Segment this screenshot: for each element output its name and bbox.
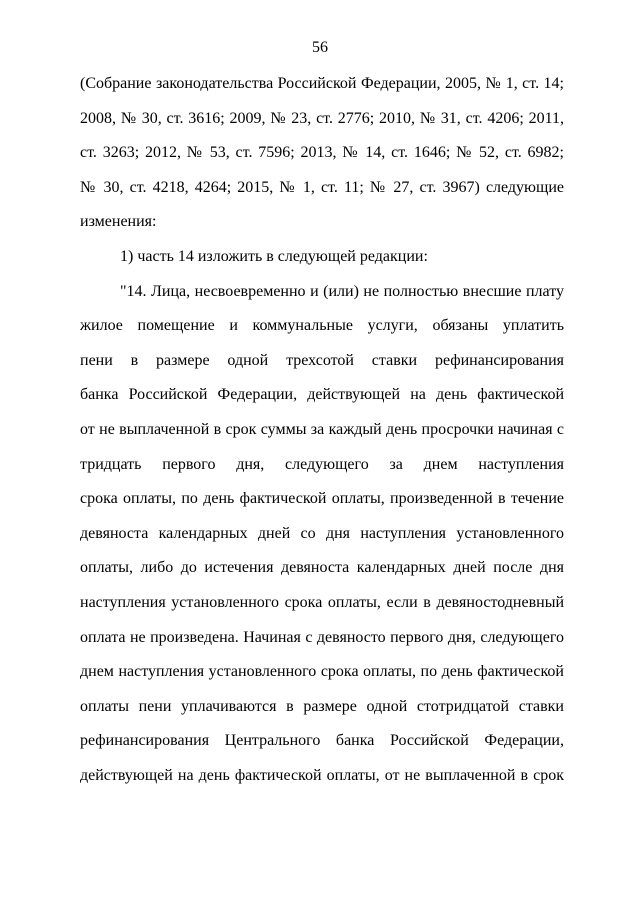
text-line: днем наступления установленного срока оплаты, по день фактической bbox=[80, 663, 564, 681]
text-line: девяноста календарных дней со дня наступления установленного bbox=[80, 524, 564, 542]
text-line: банка Российской Федерации, действующей на день фактической bbox=[80, 386, 564, 404]
text-line: изменения: bbox=[80, 213, 157, 231]
text-line: от не выплаченной в срок суммы за каждый день просрочки начиная с bbox=[80, 420, 564, 438]
text-line: № 30, ст. 4218, 4264; 2015, № 1, ст. 11; № 27, ст. 3967) следующие bbox=[80, 178, 564, 196]
document-body bbox=[80, 67, 564, 793]
text-line: срока оплаты, по день фактической оплаты, произведенной в течение bbox=[80, 490, 564, 508]
text-line: 2008, № 30, ст. 3616; 2009, № 23, ст. 2776; 2010, № 31, ст. 4206; 2011, bbox=[80, 109, 564, 127]
text-line: оплата не произведена. Начиная с девяносто первого дня, следующего bbox=[80, 628, 564, 646]
text-line: "14. Лица, несвоевременно и (или) не полностью внесшие плату bbox=[120, 282, 564, 300]
text-line: 1) часть 14 изложить в следующей редакции: bbox=[120, 247, 428, 265]
text-line: пени в размере одной трехсотой ставки рефинансирования bbox=[80, 351, 564, 369]
text-line: тридцать первого дня, следующего за днем наступления bbox=[80, 455, 564, 473]
text-line: ст. 3263; 2012, № 53, ст. 7596; 2013, № 14, ст. 1646; № 52, ст. 6982; bbox=[80, 144, 564, 162]
page-number: 56 bbox=[312, 39, 328, 56]
text-line: наступления установленного срока оплаты, если в девяностодневный bbox=[80, 593, 564, 611]
text-line: (Собрание законодательства Российской Федерации, 2005, № 1, ст. 14; bbox=[80, 75, 564, 92]
text-line: рефинансирования Центрального банка Российской Федерации, bbox=[80, 732, 564, 750]
text-line: оплаты, либо до истечения девяноста календарных дней после дня bbox=[80, 559, 564, 577]
text-line: оплаты пени уплачиваются в размере одной стотридцатой ставки bbox=[80, 697, 564, 715]
text-line: жилое помещение и коммунальные услуги, обязаны уплатить bbox=[80, 317, 564, 335]
text-line: действующей на день фактической оплаты, от не выплаченной в срок bbox=[80, 766, 564, 784]
